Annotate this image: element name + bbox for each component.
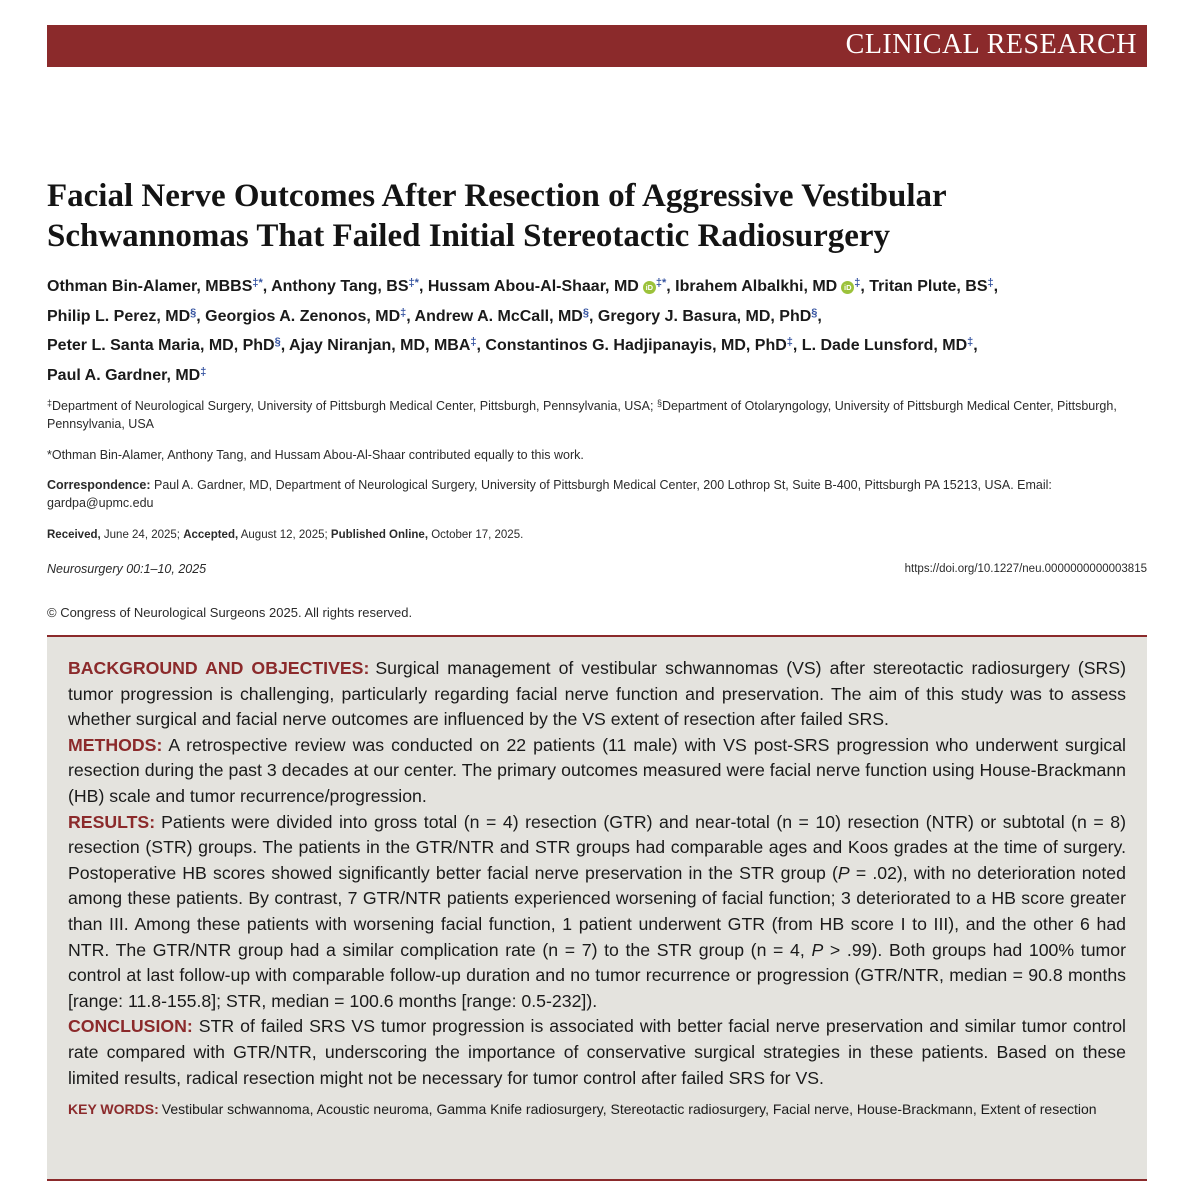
orcid-icon[interactable]: iD <box>643 281 656 294</box>
author-affiliation-mark: ‡ <box>854 277 861 289</box>
author-affiliation-mark: ‡ <box>786 336 793 349</box>
author-name: Othman Bin-Alamer, MBBS <box>47 278 253 295</box>
affiliation-mark: ‡ <box>47 398 53 408</box>
section-banner <box>47 25 1147 67</box>
abstract-heading: BACKGROUND AND OBJECTIVES: <box>68 658 370 678</box>
author-name: Ibrahem Albalkhi, MD <box>675 278 838 295</box>
author-name: Gregory J. Basura, MD, PhD <box>597 307 812 325</box>
author-name: Philip L. Perez, MD <box>47 307 191 325</box>
orcid-icon[interactable]: iD <box>841 281 854 294</box>
keywords <box>68 1098 1126 1120</box>
abstract-heading: METHODS: <box>68 734 163 755</box>
author-affiliation-mark: § <box>274 336 281 349</box>
author-name: Georgios A. Zenonos, MD <box>205 307 401 325</box>
abstract-text: Patients were divided into gross total (n = 4) resection (GTR) and near-total (n = 10) resection (NTR) or subtotal (n = 8) resection (STR) groups. The patients in the GTR/NTR and STR groups had comparable ages and Koos grades at the time of surgery. Postoperative HB scores showed significantly better facial nerve preservation in the STR group ( <box>68 811 1126 883</box>
author-affiliation-mark: ‡* <box>408 277 419 289</box>
abstract-results: RESULTS: Patients were divided into gross total (n = 4) resection (GTR) and near-total (n = 10) resection (NTR) or subtotal (n = 8) resection (STR) groups. The patients in the GTR/NTR and STR groups had comparable ages and Koos grades at the time of surgery. Postoperative HB scores showed significantly better facial nerve preservation in the STR group (P = .02), with no deterioration noted among these patients. By contrast, 7 GTR/NTR patients experienced worsening of facial function; 3 deteriorated to a HB score greater than III. Among these patients with worsening facial function, 1 patient underwent GTR (from HB score I to III), and the other 6 had NTR. The GTR/NTR group had a similar complication rate (n = 7) to the STR group (n = 4, P > .99). Both groups had 100% tumor control at last follow-up with comparable follow-up duration and no tumor recurrence or progression (GTR/NTR, median = 90.8 months [range: 11.8-155.8]; STR, median = 100.6 months [range: 0.5-232]). <box>68 811 1126 1011</box>
copyright-notice: © Congress of Neurological Surgeons 2025. All rights reserved. <box>47 605 413 620</box>
abstract-heading: RESULTS: <box>68 811 156 832</box>
author-list: Othman Bin-Alamer, MBBS‡*, Anthony Tang, BS‡*, Hussam Abou-Al-Shaar, MD iD ‡*, Ibrahem Albalkhi, MD iD ‡, Tritan Plute, BS‡, Philip L. Perez, MD§, Georgios A. Zenonos, MD‡, Andrew A. McCall, MD§, Gregory J. Basura, MD, PhD§, Peter L. Santa Maria, MD, PhD§, Ajay Niranjan, MD, MBA‡, Constantinos G. Hadjipanayis, MD, PhD‡, L. Dade Lunsford, MD‡, Paul A. Gardner, MD‡ <box>47 277 999 385</box>
correspondence <box>47 476 1147 512</box>
author-affiliation-mark: ‡* <box>655 277 667 289</box>
author-affiliation-mark: § <box>190 306 197 319</box>
article-dates: Received, June 24, 2025; Accepted, August 12, 2025; Published Online, October 17, 2025. <box>47 529 524 541</box>
equal-contribution-note: *Othman Bin-Alamer, Anthony Tang, and Hussam Abou-Al-Shaar contributed equally to this work. <box>47 448 584 462</box>
keywords-text: Vestibular schwannoma, Acoustic neuroma, Gamma Knife radiosurgery, Stereotactic radiosurgery, Facial nerve, House-Brackmann, Extent of resection <box>161 1101 1097 1118</box>
abstract-methods <box>68 733 1126 810</box>
correspondence-label: Correspondence: <box>47 478 151 492</box>
author-affiliation-mark: ‡ <box>400 306 407 319</box>
author-name: Tritan Plute, BS <box>869 278 988 295</box>
author-affiliation-mark: ‡* <box>252 277 263 289</box>
affiliation-text: Department of Otolaryngology, University of Pittsburgh Medical Center, Pittsburgh, Pennsylvania, USA <box>47 399 1117 431</box>
author-name: Ajay Niranjan, MD, MBA <box>289 337 471 355</box>
received-date: June 24, 2025; <box>103 529 180 541</box>
abstract-text: Surgical management of vestibular schwannomas (VS) after stereotactic radiosurgery (SRS) tumor progression is challenging, particularly regarding facial nerve function and preservation. The aim of this study was to assess whether surgical and facial nerve outcomes are influenced by the VS extent of resection after failed SRS. <box>68 658 1126 730</box>
abstract-background <box>68 656 1126 733</box>
author-affiliation-mark: ‡ <box>200 366 207 379</box>
published-date: October 17, 2025. <box>431 529 524 541</box>
author-name: Andrew A. McCall, MD <box>414 307 583 325</box>
author-name: L. Dade Lunsford, MD <box>801 337 968 355</box>
abstract-text: A retrospective review was conducted on 22 patients (11 male) with VS post-SRS progression who underwent surgical resection during the past 3 decades at our center. The primary outcomes measured were facial nerve function using House-Brackmann (HB) scale and tumor recurrence/progression. <box>68 734 1126 806</box>
author-affiliation-mark: § <box>582 306 589 319</box>
correspondence-text: Paul A. Gardner, MD, Department of Neurological Surgery, University of Pittsburgh Medical Center, 200 Lothrop St, Suite B-400, Pittsburgh PA 15213, USA. Email: gardpa@upmc.edu <box>47 478 1052 510</box>
article-title: Facial Nerve Outcomes After Resection of Aggressive Vestibular Schwannomas That Failed Initial Stereotactic Radiosurgery <box>47 178 947 254</box>
abstract-text: STR of failed SRS VS tumor progression is associated with better facial nerve preservation and similar tumor control rate compared with GTR/NTR, underscoring the importance of conservative surgical strategies in these patients. Based on these limited results, radical resection might not be necessary for tumor control after failed SRS for VS. <box>68 1016 1126 1088</box>
accepted-date: August 12, 2025; <box>240 529 328 541</box>
author-affiliation-mark: ‡ <box>967 336 974 349</box>
author-name: Peter L. Santa Maria, MD, PhD <box>47 337 275 355</box>
journal-citation: Neurosurgery 00:1–10, 2025 <box>47 562 207 576</box>
keywords-heading: KEY WORDS: <box>68 1101 159 1118</box>
author-affiliation-mark: § <box>811 306 818 319</box>
affiliations <box>47 397 1147 433</box>
abstract-heading: CONCLUSION: <box>68 1016 193 1037</box>
author-name: Anthony Tang, BS <box>271 278 409 295</box>
abstract-conclusion <box>68 1014 1126 1091</box>
doi-link[interactable]: https://doi.org/10.1227/neu.0000000000003815 <box>904 563 1147 575</box>
author-name: Constantinos G. Hadjipanayis, MD, PhD <box>485 337 787 355</box>
abstract-box <box>47 635 1147 1181</box>
author-affiliation-mark: ‡ <box>987 277 994 289</box>
author-name: Hussam Abou-Al-Shaar, MD <box>427 278 639 295</box>
author-name: Paul A. Gardner, MD <box>47 367 201 385</box>
section-label: CLINICAL RESEARCH <box>845 29 1137 60</box>
affiliation-text: Department of Neurological Surgery, University of Pittsburgh Medical Center, Pittsburgh, Pennsylvania, USA; <box>52 399 657 413</box>
author-affiliation-mark: ‡ <box>470 336 477 349</box>
affiliation-mark: § <box>656 398 662 408</box>
